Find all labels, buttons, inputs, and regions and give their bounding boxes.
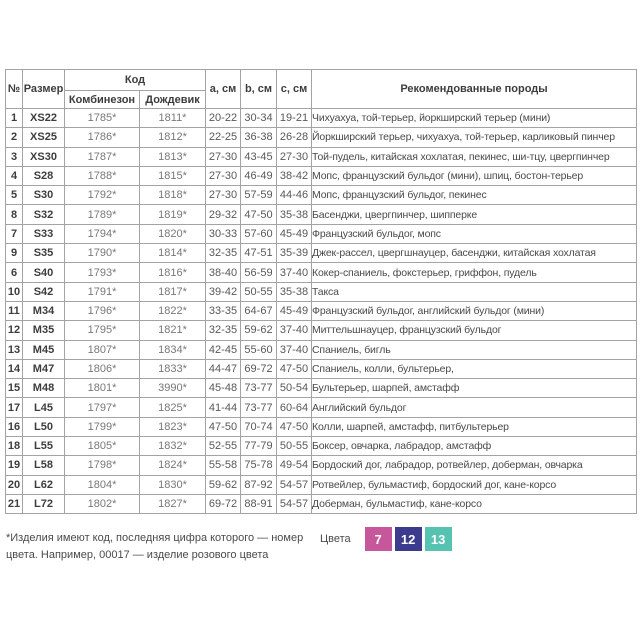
colors-label: Цвета [320, 533, 351, 545]
row-code-jumpsuit: 1790* [65, 244, 140, 263]
row-a: 38-40 [206, 263, 241, 282]
row-number: 4 [6, 166, 23, 185]
row-a: 20-22 [206, 109, 241, 128]
row-number: 8 [6, 205, 23, 224]
table-row [6, 166, 637, 185]
row-a: 42-45 [206, 340, 241, 359]
row-number: 16 [6, 417, 23, 436]
row-size: S30 [23, 186, 65, 205]
row-b: 46-49 [241, 166, 277, 185]
row-a: 30-33 [206, 224, 241, 243]
row-number: 17 [6, 398, 23, 417]
row-number: 2 [6, 128, 23, 147]
row-size: M48 [23, 379, 65, 398]
row-c: 35-38 [277, 205, 312, 224]
row-b: 47-50 [241, 205, 277, 224]
row-size: M34 [23, 301, 65, 320]
row-c: 47-50 [277, 359, 312, 378]
table-row [6, 456, 637, 475]
row-b: 69-72 [241, 359, 277, 378]
row-b: 88-91 [241, 494, 277, 513]
row-a: 41-44 [206, 398, 241, 417]
row-a: 32-35 [206, 321, 241, 340]
row-number: 14 [6, 359, 23, 378]
row-a: 39-42 [206, 282, 241, 301]
table-row [6, 109, 637, 128]
row-breeds: Джек-рассел, цвергшнауцер, басенджи, китайская хохлатая [312, 244, 637, 263]
row-breeds: Французский бульдог, английский бульдог (мини) [312, 301, 637, 320]
table-row [6, 417, 637, 436]
table-row [6, 282, 637, 301]
row-size: L55 [23, 437, 65, 456]
row-number: 15 [6, 379, 23, 398]
row-b: 47-51 [241, 244, 277, 263]
row-code-jumpsuit: 1787* [65, 147, 140, 166]
row-code-jumpsuit: 1795* [65, 321, 140, 340]
row-code-raincoat: 1819* [140, 205, 206, 224]
row-number: 3 [6, 147, 23, 166]
row-b: 75-78 [241, 456, 277, 475]
row-c: 37-40 [277, 321, 312, 340]
row-code-raincoat: 1832* [140, 437, 206, 456]
row-code-raincoat: 1825* [140, 398, 206, 417]
row-breeds: Бультерьер, шарпей, амстафф [312, 379, 637, 398]
row-breeds: Колли, шарпей, амстафф, питбультерьер [312, 417, 637, 436]
row-a: 52-55 [206, 437, 241, 456]
table-row [6, 147, 637, 166]
row-size: L58 [23, 456, 65, 475]
row-c: 45-49 [277, 301, 312, 320]
row-size: S33 [23, 224, 65, 243]
row-code-raincoat: 3990* [140, 379, 206, 398]
row-b: 55-60 [241, 340, 277, 359]
row-a: 69-72 [206, 494, 241, 513]
row-breeds: Басенджи, цвергпинчер, шипперке [312, 205, 637, 224]
table-row [6, 475, 637, 494]
row-number: 11 [6, 301, 23, 320]
row-breeds: Такса [312, 282, 637, 301]
row-code-jumpsuit: 1791* [65, 282, 140, 301]
row-size: L72 [23, 494, 65, 513]
row-size: S40 [23, 263, 65, 282]
row-code-jumpsuit: 1801* [65, 379, 140, 398]
row-code-raincoat: 1811* [140, 109, 206, 128]
row-b: 77-79 [241, 437, 277, 456]
row-code-raincoat: 1812* [140, 128, 206, 147]
row-c: 44-46 [277, 186, 312, 205]
row-c: 45-49 [277, 224, 312, 243]
table-row [6, 186, 637, 205]
row-breeds: Английский бульдог [312, 398, 637, 417]
row-breeds: Йоркширский терьер, чихуахуа, той-терьер, карликовый пинчер [312, 128, 637, 147]
row-code-jumpsuit: 1807* [65, 340, 140, 359]
row-breeds: Той-пудель, китайская хохлатая, пекинес, ши-тцу, цвергпинчер [312, 147, 637, 166]
row-breeds: Ротвейлер, бульмастиф, бордоский дог, кане-корсо [312, 475, 637, 494]
row-breeds: Доберман, бульмастиф, кане-корсо [312, 494, 637, 513]
row-a: 47-50 [206, 417, 241, 436]
row-b: 43-45 [241, 147, 277, 166]
row-c: 37-40 [277, 340, 312, 359]
row-number: 21 [6, 494, 23, 513]
row-a: 33-35 [206, 301, 241, 320]
row-code-jumpsuit: 1789* [65, 205, 140, 224]
row-c: 47-50 [277, 417, 312, 436]
size-table-body [6, 109, 637, 514]
row-b: 36-38 [241, 128, 277, 147]
row-code-jumpsuit: 1799* [65, 417, 140, 436]
row-c: 26-28 [277, 128, 312, 147]
row-code-jumpsuit: 1798* [65, 456, 140, 475]
row-code-jumpsuit: 1805* [65, 437, 140, 456]
color-swatches [365, 527, 452, 551]
row-breeds: Боксер, овчарка, лабрадор, амстафф [312, 437, 637, 456]
row-code-raincoat: 1816* [140, 263, 206, 282]
row-number: 13 [6, 340, 23, 359]
row-a: 45-48 [206, 379, 241, 398]
row-number: 19 [6, 456, 23, 475]
row-code-jumpsuit: 1804* [65, 475, 140, 494]
row-size: L50 [23, 417, 65, 436]
row-breeds: Бордоский дог, лабрадор, ротвейлер, доберман, овчарка [312, 456, 637, 475]
table-row [6, 379, 637, 398]
row-code-raincoat: 1814* [140, 244, 206, 263]
table-row [6, 437, 637, 456]
row-number: 18 [6, 437, 23, 456]
row-code-raincoat: 1820* [140, 224, 206, 243]
row-size: XS22 [23, 109, 65, 128]
header-a: a, см [206, 70, 241, 109]
row-size: S35 [23, 244, 65, 263]
row-code-jumpsuit: 1796* [65, 301, 140, 320]
row-a: 44-47 [206, 359, 241, 378]
table-row [6, 205, 637, 224]
row-number: 1 [6, 109, 23, 128]
row-c: 19-21 [277, 109, 312, 128]
row-code-raincoat: 1821* [140, 321, 206, 340]
row-code-jumpsuit: 1786* [65, 128, 140, 147]
row-number: 12 [6, 321, 23, 340]
footnote: *Изделия имеют код, последняя цифра которого — номер цвета. Например, 00017 — изделие розового цвета [6, 532, 304, 561]
row-a: 32-35 [206, 244, 241, 263]
row-code-raincoat: 1824* [140, 456, 206, 475]
row-c: 50-55 [277, 437, 312, 456]
row-code-raincoat: 1813* [140, 147, 206, 166]
row-code-raincoat: 1818* [140, 186, 206, 205]
row-breeds: Спаниель, колли, бультерьер, [312, 359, 637, 378]
header-code-jumpsuit: Комбинезон [65, 91, 140, 109]
row-size: S32 [23, 205, 65, 224]
row-a: 29-32 [206, 205, 241, 224]
color-swatch: 7 [365, 527, 392, 551]
row-breeds: Кокер-спаниель, фокстерьер, гриффон, пудель [312, 263, 637, 282]
row-a: 22-25 [206, 128, 241, 147]
row-breeds: Миттельшнауцер, французский бульдог [312, 321, 637, 340]
row-b: 64-67 [241, 301, 277, 320]
header-size: Размер [23, 70, 65, 109]
row-b: 50-55 [241, 282, 277, 301]
table-row [6, 398, 637, 417]
row-size: M45 [23, 340, 65, 359]
header-num: № [6, 70, 23, 109]
table-row [6, 128, 637, 147]
row-number: 9 [6, 244, 23, 263]
table-row [6, 340, 637, 359]
row-code-raincoat: 1827* [140, 494, 206, 513]
table-row [6, 224, 637, 243]
row-number: 10 [6, 282, 23, 301]
row-c: 35-38 [277, 282, 312, 301]
row-size: L62 [23, 475, 65, 494]
row-breeds: Спаниель, бигль [312, 340, 637, 359]
row-code-raincoat: 1822* [140, 301, 206, 320]
row-b: 59-62 [241, 321, 277, 340]
row-a: 27-30 [206, 147, 241, 166]
table-row [6, 494, 637, 513]
row-c: 37-40 [277, 263, 312, 282]
row-c: 35-39 [277, 244, 312, 263]
row-b: 70-74 [241, 417, 277, 436]
row-size: XS25 [23, 128, 65, 147]
row-code-jumpsuit: 1806* [65, 359, 140, 378]
header-code: Код [65, 70, 206, 91]
header-b: b, см [241, 70, 277, 109]
header-breeds: Рекомендованные породы [312, 70, 637, 109]
row-number: 7 [6, 224, 23, 243]
row-code-raincoat: 1823* [140, 417, 206, 436]
colors-legend [320, 527, 452, 551]
row-c: 60-64 [277, 398, 312, 417]
row-a: 27-30 [206, 186, 241, 205]
table-row [6, 321, 637, 340]
row-code-raincoat: 1815* [140, 166, 206, 185]
row-breeds: Французский бульдог, мопс [312, 224, 637, 243]
row-code-jumpsuit: 1785* [65, 109, 140, 128]
row-c: 27-30 [277, 147, 312, 166]
row-a: 55-58 [206, 456, 241, 475]
row-b: 87-92 [241, 475, 277, 494]
row-size: M35 [23, 321, 65, 340]
row-code-jumpsuit: 1793* [65, 263, 140, 282]
header-c: c, см [277, 70, 312, 109]
row-code-raincoat: 1817* [140, 282, 206, 301]
table-row [6, 359, 637, 378]
row-code-jumpsuit: 1797* [65, 398, 140, 417]
color-swatch: 12 [395, 527, 422, 551]
row-code-raincoat: 1834* [140, 340, 206, 359]
row-size: XS30 [23, 147, 65, 166]
color-swatch: 13 [425, 527, 452, 551]
row-number: 20 [6, 475, 23, 494]
row-a: 27-30 [206, 166, 241, 185]
row-size: M47 [23, 359, 65, 378]
table-row [6, 301, 637, 320]
row-size: L45 [23, 398, 65, 417]
row-c: 50-54 [277, 379, 312, 398]
row-a: 59-62 [206, 475, 241, 494]
row-b: 73-77 [241, 379, 277, 398]
row-c: 38-42 [277, 166, 312, 185]
row-size: S42 [23, 282, 65, 301]
row-code-raincoat: 1833* [140, 359, 206, 378]
table-row [6, 263, 637, 282]
row-code-jumpsuit: 1802* [65, 494, 140, 513]
row-c: 54-57 [277, 494, 312, 513]
row-size: S28 [23, 166, 65, 185]
row-code-jumpsuit: 1788* [65, 166, 140, 185]
table-row [6, 244, 637, 263]
row-b: 73-77 [241, 398, 277, 417]
row-code-jumpsuit: 1794* [65, 224, 140, 243]
row-c: 54-57 [277, 475, 312, 494]
header-code-raincoat: Дождевик [140, 91, 206, 109]
row-number: 6 [6, 263, 23, 282]
row-b: 30-34 [241, 109, 277, 128]
row-code-jumpsuit: 1792* [65, 186, 140, 205]
row-breeds: Мопс, французский бульдог, пекинес [312, 186, 637, 205]
row-code-raincoat: 1830* [140, 475, 206, 494]
row-b: 56-59 [241, 263, 277, 282]
size-chart-table [5, 69, 637, 514]
row-c: 49-54 [277, 456, 312, 475]
row-breeds: Мопс, французский бульдог (мини), шпиц, бостон-терьер [312, 166, 637, 185]
row-b: 57-60 [241, 224, 277, 243]
row-b: 57-59 [241, 186, 277, 205]
row-number: 5 [6, 186, 23, 205]
row-breeds: Чихуахуа, той-терьер, йоркширский терьер (мини) [312, 109, 637, 128]
